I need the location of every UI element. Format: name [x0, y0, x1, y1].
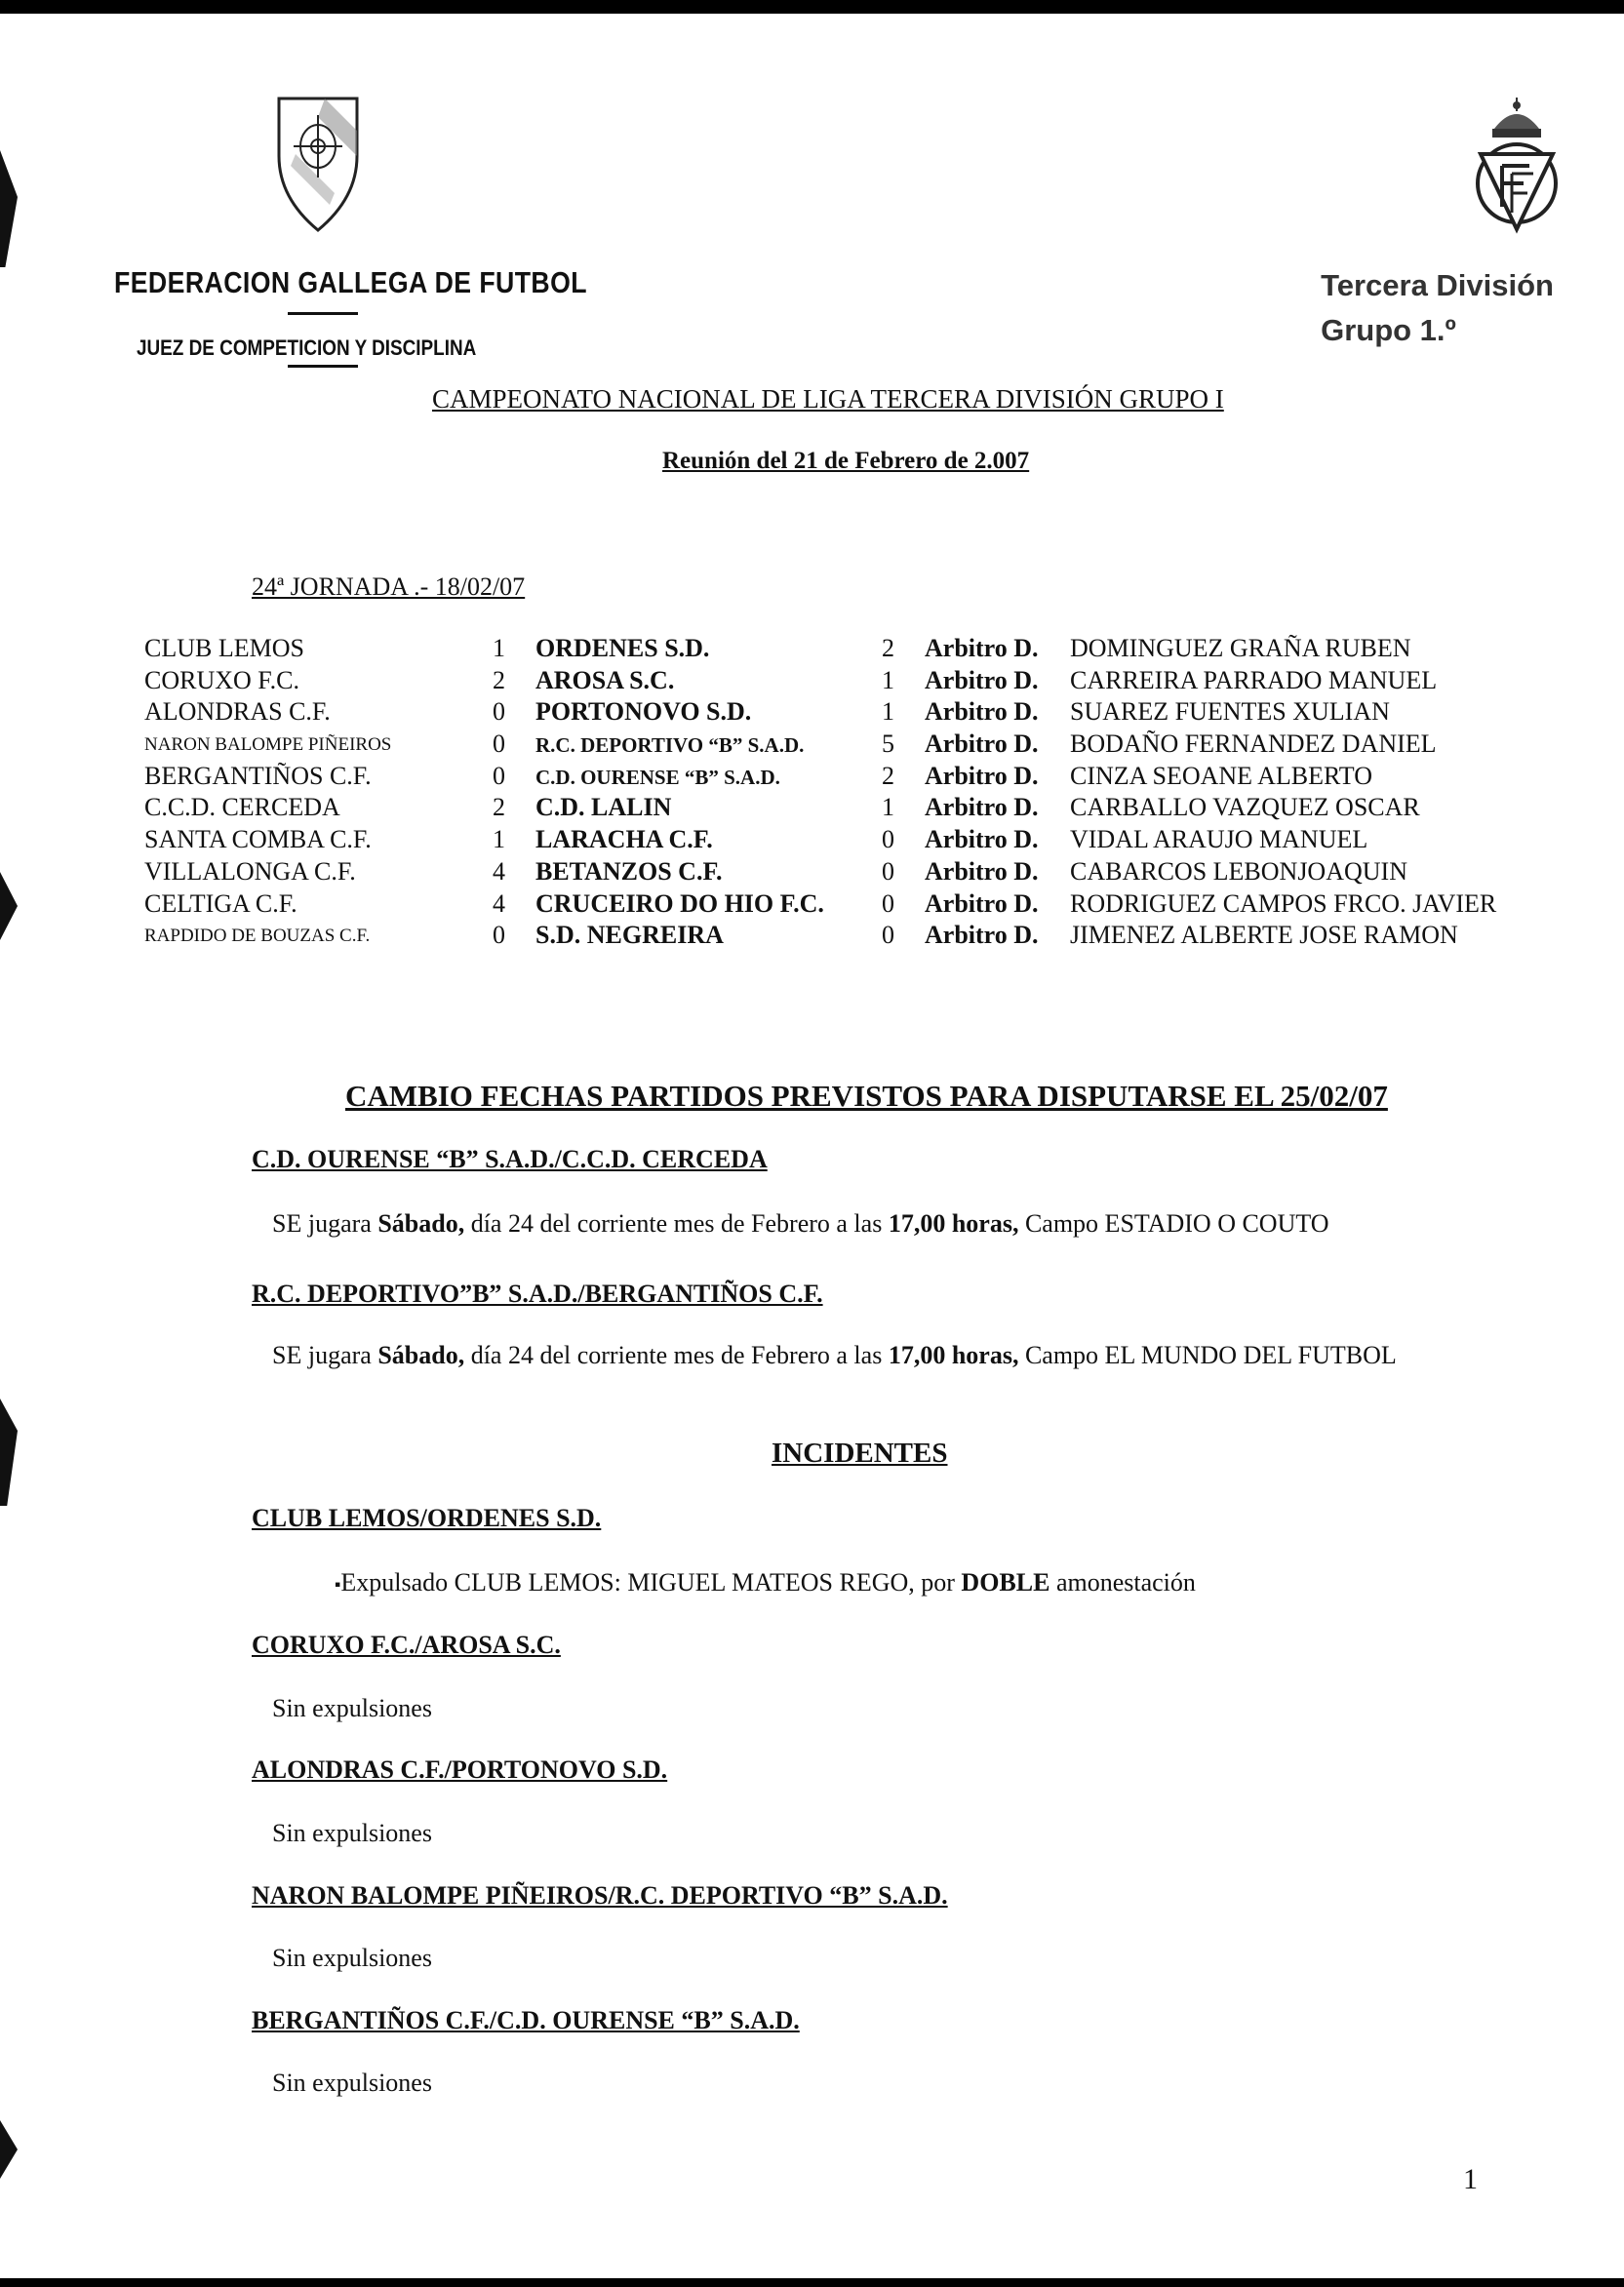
change-paragraph	[272, 1209, 1329, 1239]
home-team: NARON BALOMPE PIÑEIROS	[144, 734, 392, 756]
home-score: 2	[493, 793, 505, 822]
torn-edge	[0, 2120, 18, 2179]
day: Sábado,	[377, 1341, 465, 1369]
home-team: RAPDIDO DE BOUZAS C.F.	[144, 926, 371, 947]
division-line-2: Grupo 1.º	[1321, 313, 1456, 347]
incident-text	[335, 1568, 1196, 1597]
referee-label: Arbitro D.	[925, 921, 1039, 950]
home-score: 1	[493, 634, 505, 662]
fgf-shield-logo	[276, 96, 360, 234]
away-team: PORTONOVO S.D.	[535, 697, 752, 727]
incidents-heading: INCIDENTES	[772, 1438, 948, 1469]
away-team: R.C. DEPORTIVO “B” S.A.D.	[535, 733, 805, 758]
document-title: CAMPEONATO NACIONAL DE LIGA TERCERA DIVISIÓN GRUPO I	[432, 384, 1224, 414]
divider	[288, 312, 358, 315]
page-number: 1	[1463, 2163, 1478, 2195]
text: Campo EL MUNDO DEL FUTBOL	[1018, 1341, 1397, 1369]
division-line-1: Tercera División	[1321, 268, 1554, 302]
away-team: BETANZOS C.F.	[535, 856, 723, 886]
text: SE jugara	[272, 1341, 378, 1369]
referee-label: Arbitro D.	[925, 856, 1039, 886]
home-score: 0	[493, 697, 505, 727]
referee-name: RODRIGUEZ CAMPOS FRCO. JAVIER	[1070, 888, 1497, 918]
text: Expulsado CLUB LEMOS: MIGUEL MATEOS REGO, por	[340, 1568, 962, 1597]
bullet: ▪	[335, 1574, 341, 1595]
home-team: SANTA COMBA C.F.	[144, 825, 372, 854]
incident-match-title: BERGANTIÑOS C.F./C.D. OURENSE “B” S.A.D.	[252, 2006, 800, 2034]
referee-name: CINZA SEOANE ALBERTO	[1070, 761, 1372, 790]
text: día 24 del corriente mes de Febrero a las	[464, 1341, 889, 1369]
torn-edge	[0, 1399, 18, 1506]
referee-label: Arbitro D.	[925, 825, 1039, 854]
home-team: CLUB LEMOS	[144, 634, 304, 662]
referee-label: Arbitro D.	[925, 665, 1039, 694]
home-score: 0	[493, 921, 505, 950]
away-team: CRUCEIRO DO HIO F.C.	[535, 888, 824, 918]
incident-text: Sin expulsiones	[272, 1819, 432, 1847]
incident-match-title: CLUB LEMOS/ORDENES S.D.	[252, 1504, 602, 1532]
away-team: ORDENES S.D.	[535, 634, 710, 662]
referee-name: CARBALLO VAZQUEZ OSCAR	[1070, 793, 1420, 822]
torn-edge	[0, 150, 18, 267]
emphasis: DOBLE	[961, 1568, 1050, 1597]
matchday-heading: 24ª JORNADA .- 18/02/07	[252, 572, 526, 601]
referee-label: Arbitro D.	[925, 793, 1039, 822]
divider	[288, 365, 358, 368]
referee-name: CARREIRA PARRADO MANUEL	[1070, 665, 1438, 694]
home-team: C.C.D. CERCEDA	[144, 793, 340, 822]
document-page	[0, 14, 1624, 2278]
referee-name: BODAÑO FERNANDEZ DANIEL	[1070, 729, 1437, 759]
change-match-title: C.D. OURENSE “B” S.A.D./C.C.D. CERCEDA	[252, 1145, 768, 1173]
referee-label: Arbitro D.	[925, 761, 1039, 790]
incident-match-title: NARON BALOMPE PIÑEIROS/R.C. DEPORTIVO “B” S.A.D.	[252, 1881, 948, 1910]
away-score: 0	[882, 825, 894, 854]
home-score: 2	[493, 665, 505, 694]
away-score: 5	[882, 729, 894, 759]
meeting-date: Reunión del 21 de Febrero de 2.007	[662, 448, 1030, 474]
text: día 24 del corriente mes de Febrero a las	[464, 1209, 889, 1238]
referee-label: Arbitro D.	[925, 729, 1039, 759]
away-score: 0	[882, 921, 894, 950]
referee-name: VIDAL ARAUJO MANUEL	[1070, 825, 1368, 854]
referee-name: DOMINGUEZ GRAÑA RUBEN	[1070, 634, 1411, 662]
change-paragraph	[252, 1340, 1479, 1371]
federation-name: FEDERACION GALLEGA DE FUTBOL	[114, 265, 587, 299]
time: 17,00 horas,	[888, 1341, 1019, 1369]
home-score: 0	[493, 761, 505, 790]
referee-name: CABARCOS LEBONJOAQUIN	[1070, 856, 1407, 886]
day: Sábado,	[377, 1209, 465, 1238]
changes-heading: CAMBIO FECHAS PARTIDOS PREVISTOS PARA DISPUTARSE EL 25/02/07	[345, 1079, 1388, 1113]
home-score: 1	[493, 825, 505, 854]
text: SE jugara	[272, 1209, 378, 1238]
home-team: ALONDRAS C.F.	[144, 697, 331, 727]
text: amonestación	[1050, 1568, 1196, 1597]
time: 17,00 horas,	[888, 1209, 1019, 1238]
home-team: CELTIGA C.F.	[144, 888, 297, 918]
away-team: S.D. NEGREIRA	[535, 921, 724, 950]
change-match-title: R.C. DEPORTIVO”B” S.A.D./BERGANTIÑOS C.F.	[252, 1280, 823, 1308]
away-team: C.D. LALIN	[535, 793, 672, 822]
away-score: 0	[882, 888, 894, 918]
away-score: 1	[882, 665, 894, 694]
referee-name: JIMENEZ ALBERTE JOSE RAMON	[1070, 921, 1458, 950]
incident-match-title: ALONDRAS C.F./PORTONOVO S.D.	[252, 1755, 668, 1784]
away-team: C.D. OURENSE “B” S.A.D.	[535, 765, 780, 789]
away-score: 1	[882, 793, 894, 822]
home-team: VILLALONGA C.F.	[144, 856, 356, 886]
away-score: 0	[882, 856, 894, 886]
home-team: CORUXO F.C.	[144, 665, 300, 694]
rfef-crest-logo	[1473, 98, 1561, 234]
away-score: 2	[882, 634, 894, 662]
incident-text: Sin expulsiones	[272, 1694, 432, 1722]
home-score: 0	[493, 729, 505, 759]
division-label	[1321, 263, 1554, 353]
referee-label: Arbitro D.	[925, 697, 1039, 727]
referee-label: Arbitro D.	[925, 634, 1039, 662]
incident-match-title: CORUXO F.C./AROSA S.C.	[252, 1631, 561, 1659]
away-score: 1	[882, 697, 894, 727]
home-score: 4	[493, 856, 505, 886]
committee-name: JUEZ DE COMPETICION Y DISCIPLINA	[137, 335, 477, 360]
incident-text: Sin expulsiones	[272, 2069, 432, 2097]
referee-label: Arbitro D.	[925, 888, 1039, 918]
home-score: 4	[493, 888, 505, 918]
torn-edge	[0, 872, 18, 940]
away-team: AROSA S.C.	[535, 665, 675, 694]
referee-name: SUAREZ FUENTES XULIAN	[1070, 697, 1390, 727]
incident-text: Sin expulsiones	[272, 1944, 432, 1972]
text: Campo ESTADIO O COUTO	[1018, 1209, 1329, 1238]
away-score: 2	[882, 761, 894, 790]
home-team: BERGANTIÑOS C.F.	[144, 761, 372, 790]
away-team: LARACHA C.F.	[535, 825, 713, 854]
